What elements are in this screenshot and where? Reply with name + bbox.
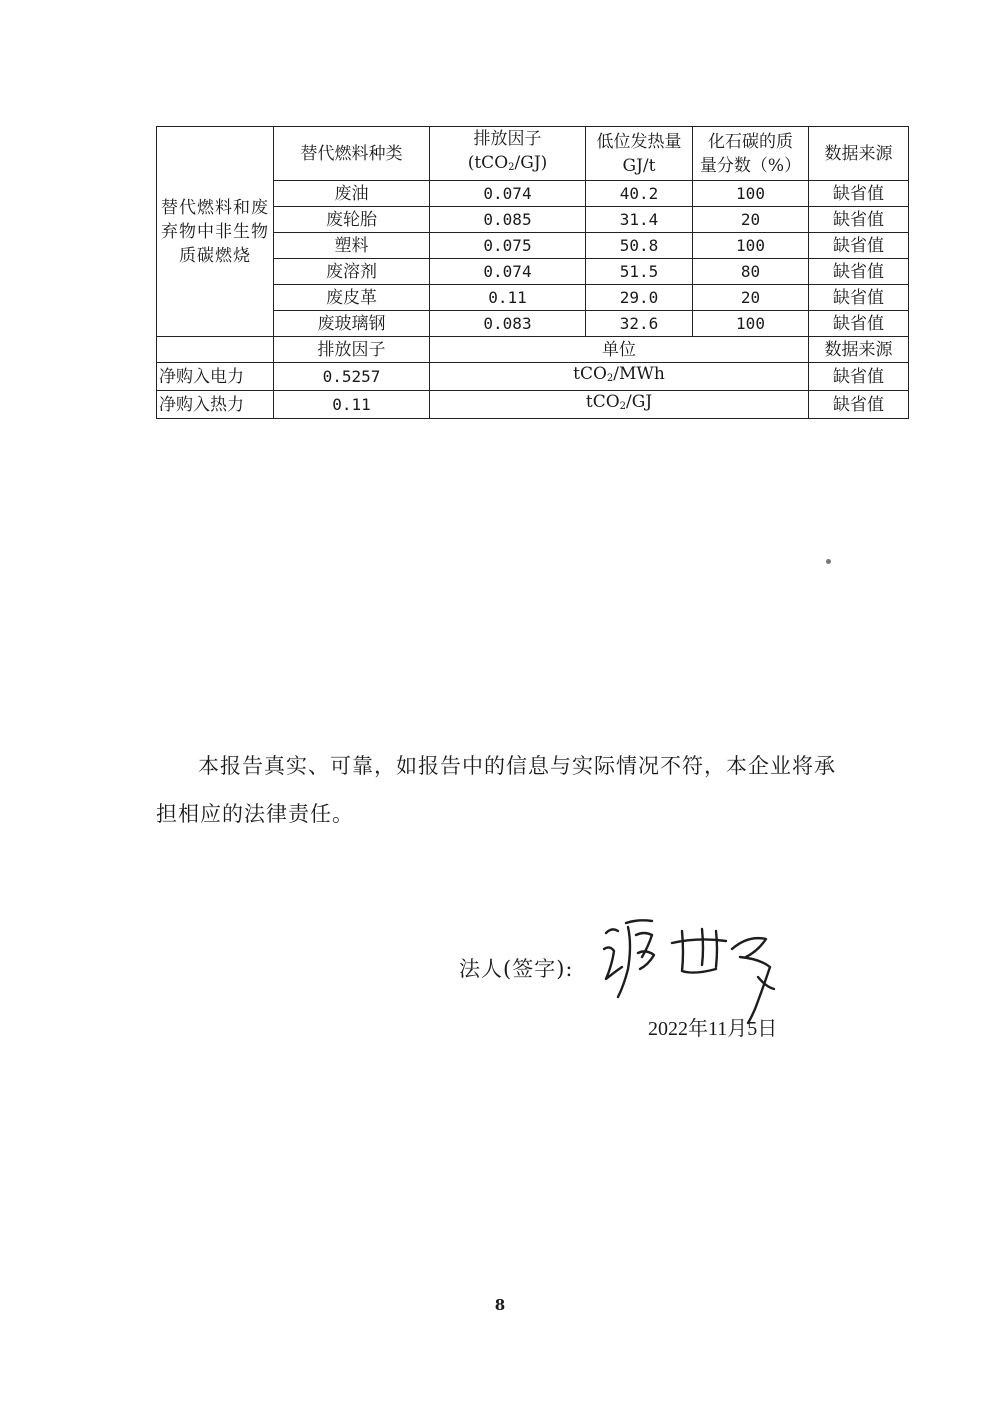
emission-factor-table [156, 126, 909, 419]
fuel-type-cell: 废油 [274, 181, 430, 207]
source-cell: 缺省值 [809, 285, 909, 311]
source-cell: 缺省值 [809, 259, 909, 285]
alt-fuel-header-row [157, 127, 909, 181]
table-row [157, 363, 909, 391]
source-cell: 缺省值 [809, 311, 909, 337]
header-purchased-unit: 单位 [430, 337, 809, 363]
table-row [157, 391, 909, 419]
purchased-name-cell: 净购入电力 [157, 363, 274, 391]
purchased-header-row [157, 337, 909, 363]
fossil-fraction-cell: 20 [693, 207, 809, 233]
purchased-name-cell: 净购入热力 [157, 391, 274, 419]
heat-value-cell: 32.6 [586, 311, 693, 337]
source-cell: 缺省值 [809, 207, 909, 233]
factor-cell: 0.075 [430, 233, 586, 259]
legal-statement: 本报告真实、可靠，如报告中的信息与实际情况不符，本企业将承担相应的法律责任。 [156, 754, 836, 826]
factor-cell: 0.11 [274, 391, 430, 419]
handwritten-signature [598, 905, 788, 1025]
header-fossil-fraction: 化石碳的质 量分数（%） [693, 127, 809, 181]
header-fuel-type: 替代燃料种类 [274, 127, 430, 181]
purchased-header-blank [157, 337, 274, 363]
heat-value-cell: 51.5 [586, 259, 693, 285]
fossil-fraction-cell: 20 [693, 285, 809, 311]
alt-fuel-category-cell: 替代燃料和废弃物中非生物质碳燃烧 [157, 127, 274, 337]
fossil-fraction-cell: 100 [693, 233, 809, 259]
fossil-fraction-cell: 80 [693, 259, 809, 285]
unit-cell: tCO$_2$/MWh [430, 363, 809, 391]
signature-date: 2022年11月5日 [648, 1018, 778, 1040]
factor-cell: 0.5257 [274, 363, 430, 391]
heat-value-cell: 40.2 [586, 181, 693, 207]
fossil-fraction-cell: 100 [693, 311, 809, 337]
fossil-fraction-cell: 100 [693, 181, 809, 207]
signature-label: 法人(签字): [459, 957, 574, 981]
header-data-source: 数据来源 [809, 127, 909, 181]
factor-cell: 0.074 [430, 259, 586, 285]
factor-cell: 0.083 [430, 311, 586, 337]
fuel-type-cell: 废溶剂 [274, 259, 430, 285]
source-cell: 缺省值 [809, 363, 909, 391]
fuel-type-cell: 废皮革 [274, 285, 430, 311]
source-cell: 缺省值 [809, 233, 909, 259]
factor-cell: 0.085 [430, 207, 586, 233]
factor-cell: 0.11 [430, 285, 586, 311]
fuel-type-cell: 废轮胎 [274, 207, 430, 233]
fuel-type-cell: 废玻璃钢 [274, 311, 430, 337]
source-cell: 缺省值 [809, 391, 909, 419]
header-purchased-source: 数据来源 [809, 337, 909, 363]
heat-value-cell: 31.4 [586, 207, 693, 233]
heat-value-cell: 50.8 [586, 233, 693, 259]
header-emission-factor: 排放因子 (tCO$_2$/GJ) [430, 127, 586, 181]
source-cell: 缺省值 [809, 181, 909, 207]
header-purchased-factor: 排放因子 [274, 337, 430, 363]
heat-value-cell: 29.0 [586, 285, 693, 311]
header-heat-value: 低位发热量 GJ/t [586, 127, 693, 181]
page-number: 8 [494, 1296, 506, 1314]
unit-cell: tCO$_2$/GJ [430, 391, 809, 419]
scan-speck [826, 559, 831, 564]
factor-cell: 0.074 [430, 181, 586, 207]
fuel-type-cell: 塑料 [274, 233, 430, 259]
